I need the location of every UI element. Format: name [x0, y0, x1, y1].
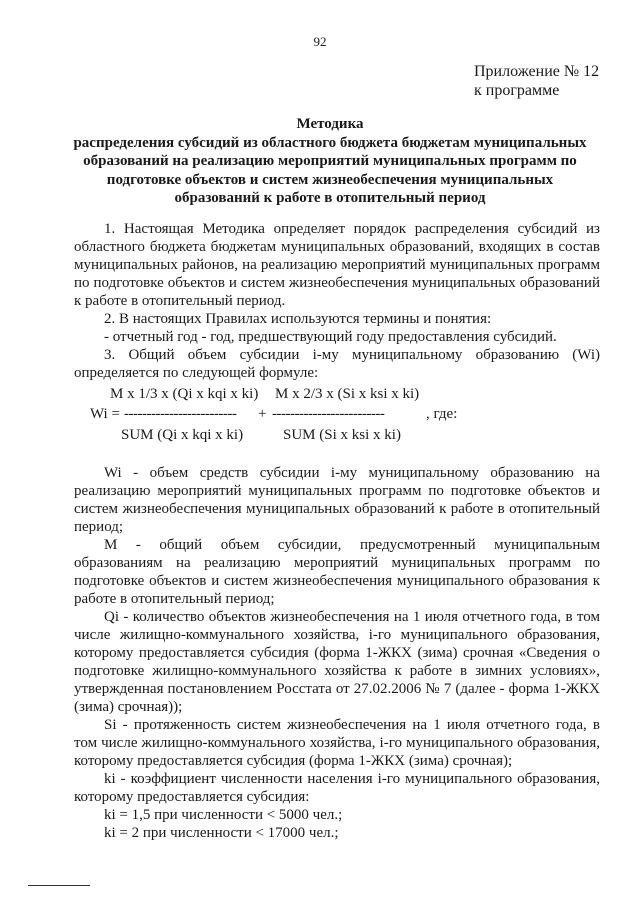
paragraph: M - общий объем субсидии, предусмотренный муниципальным образованиям на реализацию мероприятий муниципальных программ по подготовке объектов и систем жизнеобеспечения муниципального образования к работе в отопительный период;: [74, 537, 600, 607]
paragraph: Wi - объем средств субсидии i-му муниципальному образованию на реализацию мероприятий муниципальных программ по подготовке объектов и систем жизнеобеспечения муниципальных образований к работе в отопительный период;: [74, 465, 600, 535]
title-line: подготовке объектов и систем жизнеобеспечения муниципальных: [106, 171, 554, 188]
paragraph: Qi - количество объектов жизнеобеспечения на 1 июля отчетного года, в том числе жилищно-коммунального хозяйства, i-го муниципального образования, которому предоставляется субсидия (форма 1-ЖКХ (зима) срочная «Сведения о подготовке жилищно-коммунального хозяйства к работе в зимних условиях», утвержденная постановлением Росстата от 27.02.2006 № 7 (далее - форма 1-ЖКХ (зима) срочная));: [74, 609, 600, 715]
appendix-line: Приложение № 12: [474, 63, 600, 80]
appendix-note: [474, 62, 599, 100]
formula-lhs: Wi =: [90, 406, 120, 422]
paragraph: ki = 2 при численности < 17000 чел.;: [104, 825, 339, 841]
formula-numerator-2: M x 2/3 x (Si x ksi x ki): [275, 386, 420, 402]
paragraph: ki - коэффициент численности населения i-го муниципального образования, которому предоставляется субсидия:: [74, 771, 600, 805]
footnote-divider: [28, 885, 90, 886]
appendix-line: к программе: [474, 82, 560, 99]
formula-fraction-line-2: -------------------------: [272, 406, 385, 422]
title-line: образований на реализацию мероприятий муниципальных программ по: [83, 153, 577, 169]
body-text-top: [74, 220, 600, 382]
formula-fraction-line-1: -------------------------: [124, 406, 237, 422]
paragraph: Si - протяженность систем жизнеобеспечения на 1 июля отчетного года, в том числе жилищно-коммунального хозяйства, i-го муниципального образования, которому предоставляется субсидия (форма 1-ЖКХ (зима) срочная);: [74, 717, 600, 769]
formula: [0, 386, 640, 446]
title-line: образований к работе в отопительный период: [174, 190, 486, 206]
paragraph: ki = 1,5 при численности < 5000 чел.;: [104, 807, 343, 823]
formula-numerator-1: M x 1/3 x (Qi x kqi x ki): [110, 386, 259, 402]
formula-suffix: , где:: [426, 406, 458, 422]
page-number: 92: [313, 34, 327, 49]
paragraph: 1. Настоящая Методика определяет порядок распределения субсидий из областного бюджета бюджетам муниципальных образований, входящих в состав муниципальных районов, на реализацию мероприятий муниципальных программ по подготовке объектов и систем жизнеобеспечения муниципальных образований к работе в отопительный период.: [74, 221, 600, 309]
title-line: Методика: [296, 116, 364, 132]
paragraph: 3. Общий объем субсидии i-му муниципальному образованию (Wi) определяется по следующей формуле:: [74, 347, 600, 381]
body-text-bottom: [74, 464, 600, 842]
formula-denominator-1: SUM (Qi x kqi x ki): [121, 427, 244, 443]
formula-plus: +: [258, 406, 267, 422]
paragraph: - отчетный год - год, предшествующий году предоставления субсидий.: [104, 329, 557, 345]
paragraph: 2. В настоящих Правилах используются термины и понятия:: [104, 311, 492, 327]
document-title: [60, 115, 600, 208]
formula-denominator-2: SUM (Si x ksi x ki): [283, 427, 401, 443]
title-line: распределения субсидий из областного бюджета бюджетам муниципальных: [73, 134, 587, 151]
